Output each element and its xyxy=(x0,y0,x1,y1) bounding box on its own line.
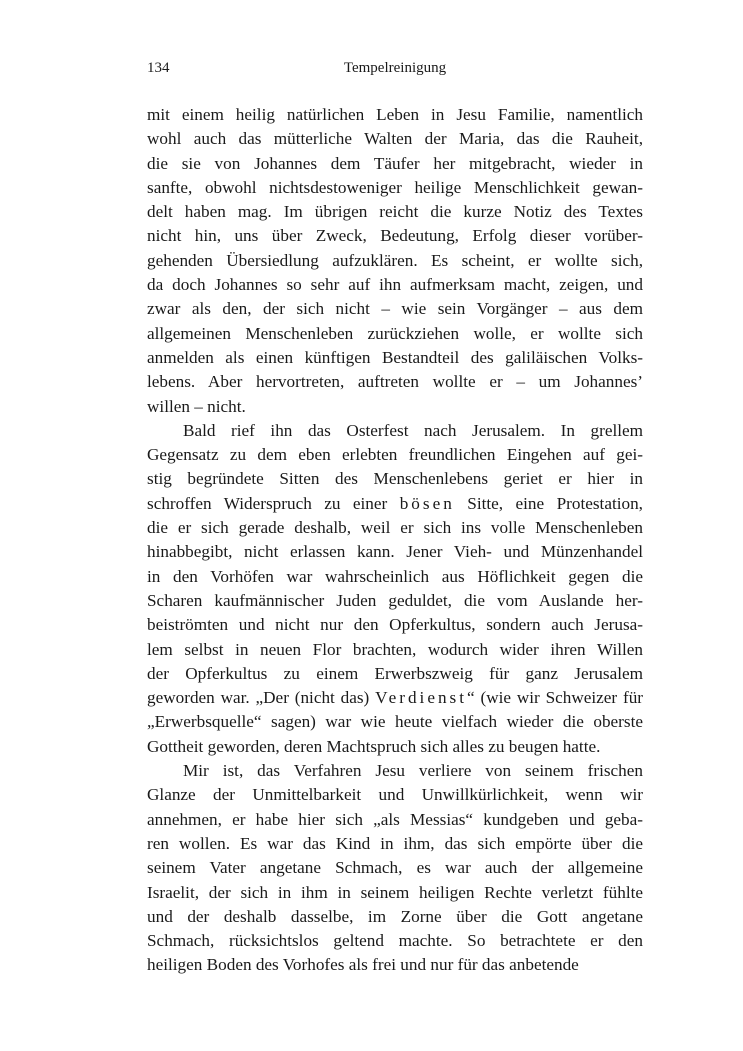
text-line: gehenden Übersiedlung aufzuklären. Es scheint, er wollte sich, xyxy=(147,250,643,270)
page-number: 134 xyxy=(147,60,170,76)
text-line: heiligen Boden des Vorhofes als frei und nur für das anbetende xyxy=(147,955,579,975)
text-line: wohl auch das mütterliche Walten der Maria, das die Rauheit, xyxy=(147,129,643,149)
text-line: Glanze der Unmittelbarkeit und Unwillkürlichkeit, wenn wir xyxy=(147,785,643,805)
text-line: „Erwerbsquelle“ sagen) war wie heute vielfach wieder die oberste xyxy=(147,712,643,732)
text-line: und der deshalb dasselbe, im Zorne über die Gott angetane xyxy=(147,906,643,926)
text-line: lebens. Aber hervortreten, auftreten wollte er – um Johannes’ xyxy=(147,372,643,392)
text-line: der Opferkultus zu einem Erwerbszweig für ganz Jerusalem xyxy=(147,663,643,683)
text-line: anmelden als einen künftigen Bestandteil des galiläischen Volks- xyxy=(147,347,643,367)
body-text xyxy=(147,103,643,978)
running-header xyxy=(147,60,643,82)
text-line: schroffen Widerspruch zu einer bösen Sitte, eine Protestation, xyxy=(147,493,643,513)
text-line: da doch Johannes so sehr auf ihn aufmerksam macht, zeigen, und xyxy=(147,275,643,295)
text-line: Mir ist, das Verfahren Jesu verliere von seinem frischen xyxy=(183,761,643,781)
text-line: Scharen kaufmännischer Juden geduldet, die vom Auslande her- xyxy=(147,590,643,610)
text-line: annehmen, er habe hier sich „als Messias“ kundgeben und geba- xyxy=(147,809,643,829)
text-line: Gegensatz zu dem eben erlebten freundlichen Eingehen auf gei- xyxy=(147,445,643,465)
text-line: geworden war. „Der (nicht das) Verdienst“ (wie wir Schweizer für xyxy=(147,688,644,708)
text-line: nicht hin, uns über Zweck, Bedeutung, Erfolg dieser vorüber- xyxy=(147,226,643,246)
text-line: willen – nicht. xyxy=(147,396,246,416)
text-line: in den Vorhöfen war wahrscheinlich aus Höflichkeit gegen die xyxy=(147,566,643,586)
running-title: Tempelreinigung xyxy=(343,60,447,76)
text-line: stig begründete Sitten des Menschenlebens geriet er hier in xyxy=(147,469,643,489)
text-line: sanfte, obwohl nichtsdestoweniger heilige Menschlichkeit gewan- xyxy=(147,177,643,197)
text-line: delt haben mag. Im übrigen reicht die kurze Notiz des Textes xyxy=(147,202,643,222)
paragraph xyxy=(147,759,643,978)
book-page xyxy=(147,60,643,978)
text-line: die er sich gerade deshalb, weil er sich ins volle Menschenleben xyxy=(147,518,643,538)
text-line: hinabbegibt, nicht erlassen kann. Jener Vieh- und Münzenhandel xyxy=(147,542,643,562)
text-line: seinem Vater angetane Schmach, es war auch der allgemeine xyxy=(147,858,643,878)
text-line: mit einem heilig natürlichen Leben in Jesu Familie, namentlich xyxy=(147,105,643,124)
emphasized-word: Verdienst xyxy=(375,688,468,708)
text-line: Schmach, rücksichtslos geltend machte. So betrachtete er den xyxy=(147,931,643,951)
text-line: Israelit, der sich in ihm in seinem heiligen Rechte verletzt fühlte xyxy=(147,882,643,902)
text-line: Bald rief ihn das Osterfest nach Jerusalem. In grellem xyxy=(183,420,643,440)
paragraph xyxy=(147,103,643,419)
text-line: lem selbst in neuen Flor brachten, wodurch wider ihren Willen xyxy=(147,639,643,659)
paragraph xyxy=(147,419,643,759)
text-line: ren wollen. Es war das Kind in ihm, das sich empörte über die xyxy=(147,833,643,853)
text-line: zwar als den, der sich nicht – wie sein Vorgänger – aus dem xyxy=(147,299,643,319)
text-line: Gottheit geworden, deren Machtspruch sich alles zu beugen hatte. xyxy=(147,736,601,756)
text-line: allgemeinen Menschenleben zurückziehen wolle, er wollte sich xyxy=(147,323,643,343)
text-line: die sie von Johannes dem Täufer her mitgebracht, wieder in xyxy=(147,153,643,173)
text-line: beiströmten und nicht nur den Opferkultus, sondern auch Jerusa- xyxy=(147,615,643,635)
emphasized-word: bösen xyxy=(399,493,455,513)
